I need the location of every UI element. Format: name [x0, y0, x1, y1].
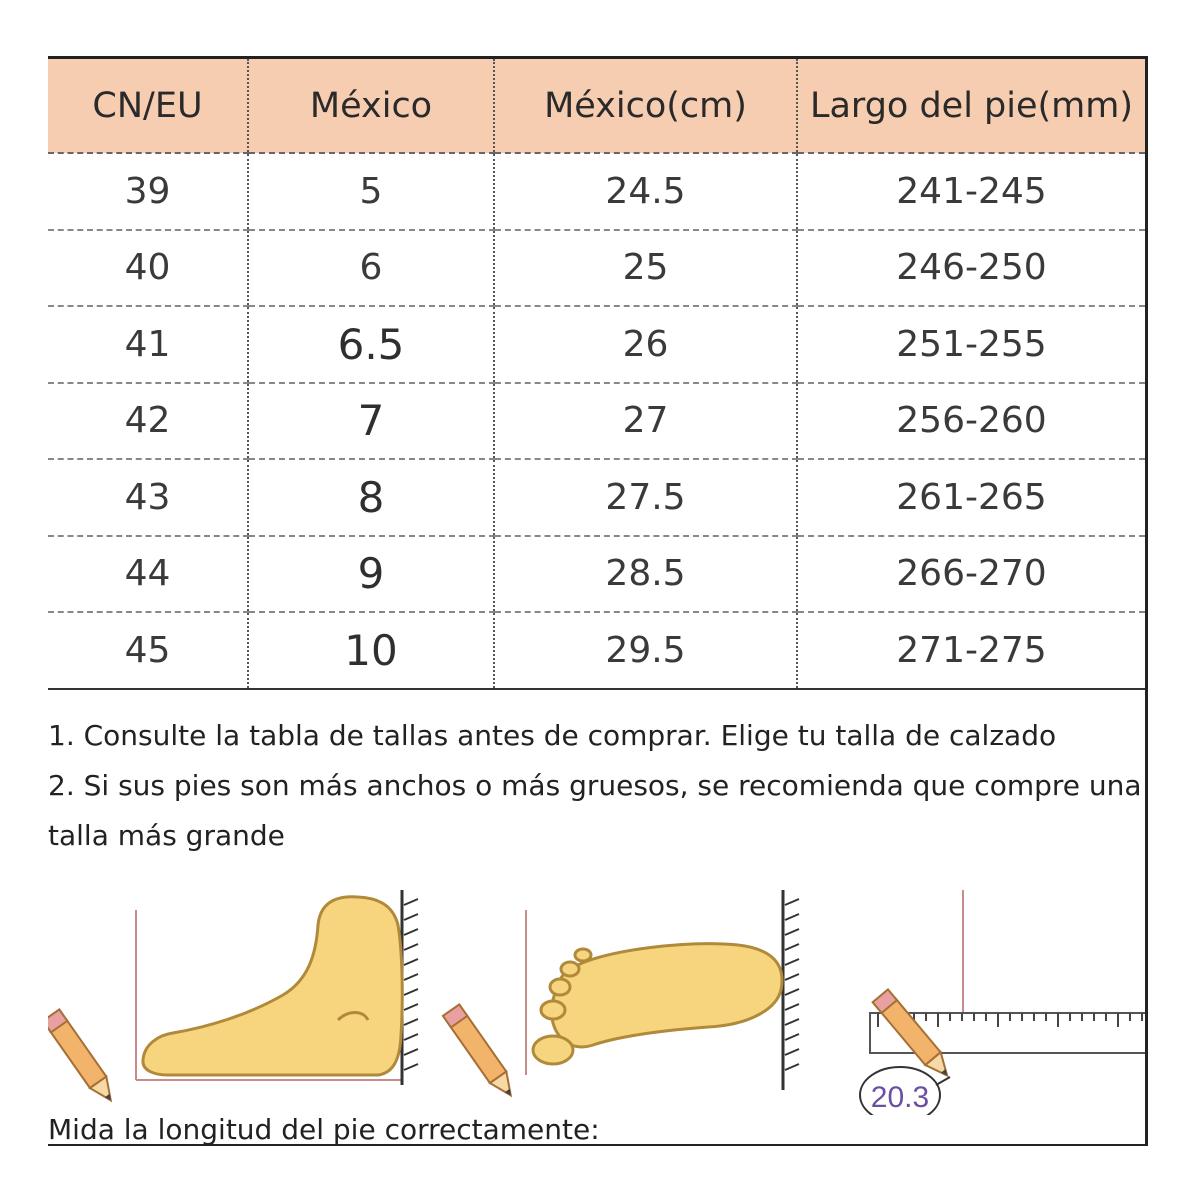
note-line-3: talla más grande [48, 819, 285, 852]
note-line-1: 1. Consulte la tabla de tallas antes de comprar. Elige tu talla de calzado [48, 719, 1057, 752]
cell-mexico-cm: 25 [494, 230, 797, 307]
table-row [48, 383, 1145, 460]
cell-foot-length: 271-275 [797, 612, 1145, 689]
wall-right-1 [402, 890, 418, 1085]
cell-foot-length: 266-270 [797, 536, 1145, 613]
cell-mexico-cm: 27.5 [494, 459, 797, 536]
size-table [48, 59, 1145, 690]
foot-top-panel [443, 890, 799, 1101]
header-mexico-cm: México(cm) [494, 59, 797, 153]
pencil-icon [443, 1004, 519, 1101]
table-row [48, 306, 1145, 383]
cell-mexico: 5 [248, 153, 494, 230]
measurement-reading: 20.3 [870, 1081, 930, 1114]
cell-mexico: 6 [248, 230, 494, 307]
foot-measure-illustration [48, 885, 1145, 1115]
cell-cn-eu: 42 [48, 383, 248, 460]
foot-side-icon [143, 897, 402, 1075]
cell-foot-length: 256-260 [797, 383, 1145, 460]
note-line-2: 2. Si sus pies son más anchos o más gruesos, se recomienda que compre una [48, 769, 1142, 802]
cell-cn-eu: 40 [48, 230, 248, 307]
size-chart-sheet [48, 56, 1148, 1146]
wall-right-2 [783, 890, 799, 1090]
cell-cn-eu: 45 [48, 612, 248, 689]
ruler-panel [860, 890, 1145, 1115]
cell-mexico: 7 [248, 383, 494, 460]
pencil-icon [48, 1009, 119, 1106]
caption: Mida la longitud del pie correctamente: [48, 1113, 600, 1146]
cell-foot-length: 261-265 [797, 459, 1145, 536]
table-row [48, 459, 1145, 536]
cell-foot-length: 251-255 [797, 306, 1145, 383]
cell-cn-eu: 44 [48, 536, 248, 613]
cell-mexico: 8 [248, 459, 494, 536]
cell-mexico-cm: 27 [494, 383, 797, 460]
table-row [48, 230, 1145, 307]
table-row [48, 536, 1145, 613]
header-foot-length: Largo del pie(mm) [797, 59, 1145, 153]
cell-mexico-cm: 26 [494, 306, 797, 383]
header-mexico: México [248, 59, 494, 153]
cell-mexico-cm: 24.5 [494, 153, 797, 230]
header-cn-eu: CN/EU [48, 59, 248, 153]
cell-mexico-cm: 28.5 [494, 536, 797, 613]
cell-mexico-cm: 29.5 [494, 612, 797, 689]
cell-mexico: 10 [248, 612, 494, 689]
table-header-row [48, 59, 1145, 153]
cell-foot-length: 246-250 [797, 230, 1145, 307]
cell-foot-length: 241-245 [797, 153, 1145, 230]
cell-cn-eu: 41 [48, 306, 248, 383]
cell-cn-eu: 39 [48, 153, 248, 230]
table-row [48, 153, 1145, 230]
table-row [48, 612, 1145, 689]
cell-cn-eu: 43 [48, 459, 248, 536]
foot-side-panel [48, 890, 418, 1106]
cell-mexico: 9 [248, 536, 494, 613]
cell-mexico: 6.5 [248, 306, 494, 383]
